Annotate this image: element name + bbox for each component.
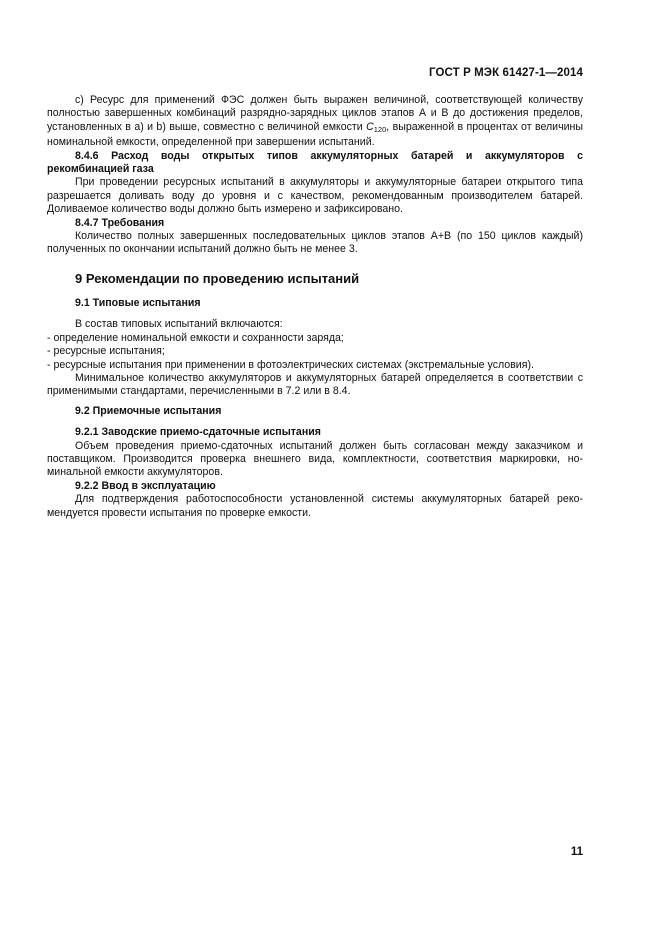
paragraph-c-text-part2: , выраженной в процентах от величины номинальной емкости, определенной при завершении испытаний. xyxy=(47,120,583,149)
capacity-symbol: C xyxy=(366,120,374,133)
section-8-4-6-text: При проведении ресурсных испытаний в аккумуляторы и аккумуляторные батареи открытого типа разрешается доливать воду до уровня и с качеством, рекомендованным производителем батарей. Доливаемое количество воды должно быть измерено и зафиксировано. xyxy=(47,176,583,216)
page-number: 11 xyxy=(570,846,583,858)
standard-header: ГОСТ Р МЭК 61427-1—2014 xyxy=(429,67,583,79)
section-8-4-6-title-line1: 8.4.6 Расход воды открытых типов аккумуляторных батарей и аккумуляторов с xyxy=(75,149,583,162)
section-9-2-2-text: Для подтверждения работоспособности установленной системы аккумуляторных батарей рекомендуется провести испытания по проверке емкости. xyxy=(47,493,583,519)
section-9-title: 9 Рекомендации по проведению испытаний xyxy=(75,270,360,286)
section-8-4-7-title: 8.4.7 Требования xyxy=(75,216,165,229)
section-9-2-title: 9.2 Приемочные испытания xyxy=(75,404,222,417)
section-8-4-7-text: Количество полных завершенных последовательных циклов этапов А+В (по 150 циклов каждый) полученных по окончании испытаний должно быть не менее 3. xyxy=(47,230,583,256)
section-9-2-1-title: 9.2.1 Заводские приемо-сдаточные испытания xyxy=(75,426,321,439)
section-9-1-title: 9.1 Типовые испытания xyxy=(75,296,201,309)
list-item: - ресурсные испытания при применении в фотоэлектрических системах (экстремальные условия). xyxy=(47,358,534,371)
section-9-2-2-title: 9.2.2 Ввод в эксплуатацию xyxy=(75,479,216,492)
document-content xyxy=(47,94,583,520)
section-9-1-text: Минимальное количество аккумуляторов и аккумуляторных батарей определяется в соответствии с применимыми стандартами, перечисленными в 7.2 или в 8.4. xyxy=(47,371,583,398)
section-9-1-intro: В состав типовых испытаний включаются: xyxy=(75,318,283,331)
list-item: - определение номинальной емкости и сохранности заряда; xyxy=(47,331,344,344)
paragraph-c-text-part1: c) Ресурс для применений ФЭС должен быть выражен величиной, соответствующей количеству полностью завершенных комбинаций разрядно-зарядных циклов этапов А и В до достижения пределов, установленных в a) и b) выше, совместно с величиной емкости xyxy=(47,94,583,133)
section-8-4-6-title-line2: рекомбинацией газа xyxy=(47,163,154,176)
list-item: - ресурсные испытания; xyxy=(47,345,165,358)
paragraph-c-resource xyxy=(47,94,583,150)
capacity-subscript: 120 xyxy=(373,124,387,134)
document-page xyxy=(47,0,583,935)
section-9-2-1-text: Объем проведения приемо-сдаточных испытаний должен быть согласован между заказчиком и поставщиком. Производится проверка внешнего вида, комплектности, соответствия маркировки, номинальной емкости аккумуляторов. xyxy=(47,439,583,479)
